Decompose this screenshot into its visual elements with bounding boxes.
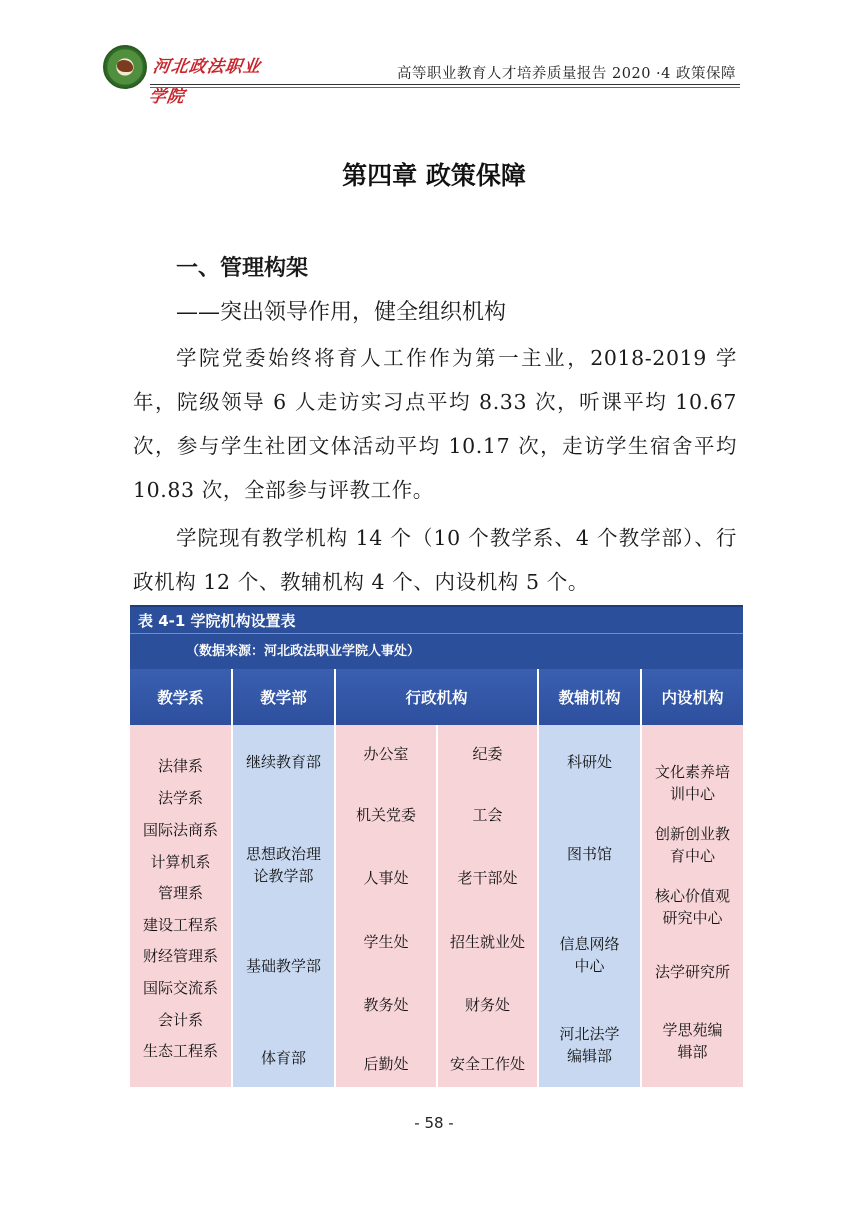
internal-unit-item: 文化素养培训中心: [654, 763, 730, 803]
header-teaching-units: 教学部: [233, 669, 334, 725]
page-number: - 58 -: [414, 1114, 454, 1132]
departments-column: [130, 725, 231, 1087]
internal-units-column: [642, 725, 743, 1087]
header-admin: 行政机构: [336, 669, 537, 725]
table-source: （数据来源：河北政法职业学院人事处）: [130, 633, 743, 669]
admin-item: 人事处: [363, 869, 409, 887]
admin-item: 学生处: [363, 933, 409, 951]
department-item: 法律系: [157, 757, 203, 775]
admin-left-column: [336, 725, 436, 1087]
department-item: 财经管理系: [142, 947, 218, 965]
department-item: 计算机系: [150, 853, 211, 871]
admin-item: 教务处: [363, 996, 409, 1014]
header-rule-thin: [150, 87, 740, 88]
internal-unit-item: 学思苑编辑部: [662, 1021, 723, 1061]
department-item: 生态工程系: [142, 1042, 218, 1060]
teaching-unit-item: 基础教学部: [245, 957, 321, 975]
department-item: 建设工程系: [142, 916, 218, 934]
header-internal: 内设机构: [642, 669, 743, 725]
support-unit-item: 信息网络中心: [559, 935, 620, 975]
support-unit-item: 科研处: [566, 753, 612, 771]
department-item: 会计系: [157, 1011, 203, 1029]
department-item: 管理系: [157, 884, 203, 902]
college-name-logo: 河北政法职业学院: [147, 57, 263, 107]
admin-item: 安全工作处: [449, 1055, 525, 1073]
department-item: 国际交流系: [142, 979, 218, 997]
internal-unit-item: 创新创业教育中心: [654, 825, 730, 865]
admin-item: 老干部处: [457, 869, 518, 887]
column-separator: [334, 669, 336, 1087]
chapter-title: 第四章 政策保障: [342, 161, 526, 190]
paragraph-leadership: 学院党委始终将育人工作作为第一主业，2018-2019 学年，院级领导 6 人走访实习点平均 8.33 次，听课平均 10.67 次，参与学生社团文体活动平均 10.17 次，走访学生宿舍平均 10.83 次，全部参与评教工作。: [133, 346, 737, 502]
column-separator: [436, 725, 438, 1087]
column-separator: [231, 669, 233, 1087]
header-departments: 教学系: [130, 669, 231, 725]
support-unit-item: 图书馆: [566, 845, 612, 863]
teaching-unit-item: 继续教育部: [245, 753, 321, 771]
column-separator: [640, 669, 642, 1087]
admin-item: 后勤处: [363, 1055, 409, 1073]
admin-item: 招生就业处: [449, 933, 525, 951]
internal-unit-item: 法学研究所: [654, 963, 730, 981]
running-header: 高等职业教育人才培养质量报告 2020 ·4 政策保障: [396, 66, 736, 82]
admin-item: 纪委: [472, 745, 503, 763]
header-support: 教辅机构: [539, 669, 640, 725]
internal-unit-item: 核心价值观研究中心: [654, 887, 730, 927]
teaching-units-column: [233, 725, 334, 1087]
header-rule: [150, 84, 740, 85]
org-structure-table: [130, 605, 743, 1088]
college-seal-logo: [103, 45, 147, 89]
support-unit-item: 河北法学编辑部: [559, 1025, 620, 1065]
section-title: 一、管理构架: [176, 256, 309, 281]
teaching-unit-item: 思想政治理论教学部: [245, 845, 321, 885]
admin-item: 机关党委: [355, 806, 416, 824]
teaching-unit-item: 体育部: [260, 1049, 306, 1067]
paragraph-structure: 学院现有教学机构 14 个（10 个教学系、4 个教学部）、行政机构 12 个、教辅机构 4 个、内设机构 5 个。: [133, 526, 737, 594]
admin-right-column: [438, 725, 537, 1087]
department-item: 国际法商系: [142, 821, 218, 839]
support-units-column: [539, 725, 640, 1087]
admin-item: 财务处: [464, 996, 510, 1014]
subsection-title: ——突出领导作用，健全组织机构: [176, 300, 507, 325]
admin-item: 办公室: [363, 745, 409, 763]
department-item: 法学系: [157, 789, 203, 807]
column-separator: [537, 669, 539, 1087]
table-title: 表 4-1 学院机构设置表: [130, 605, 743, 633]
admin-item: 工会: [472, 806, 503, 824]
